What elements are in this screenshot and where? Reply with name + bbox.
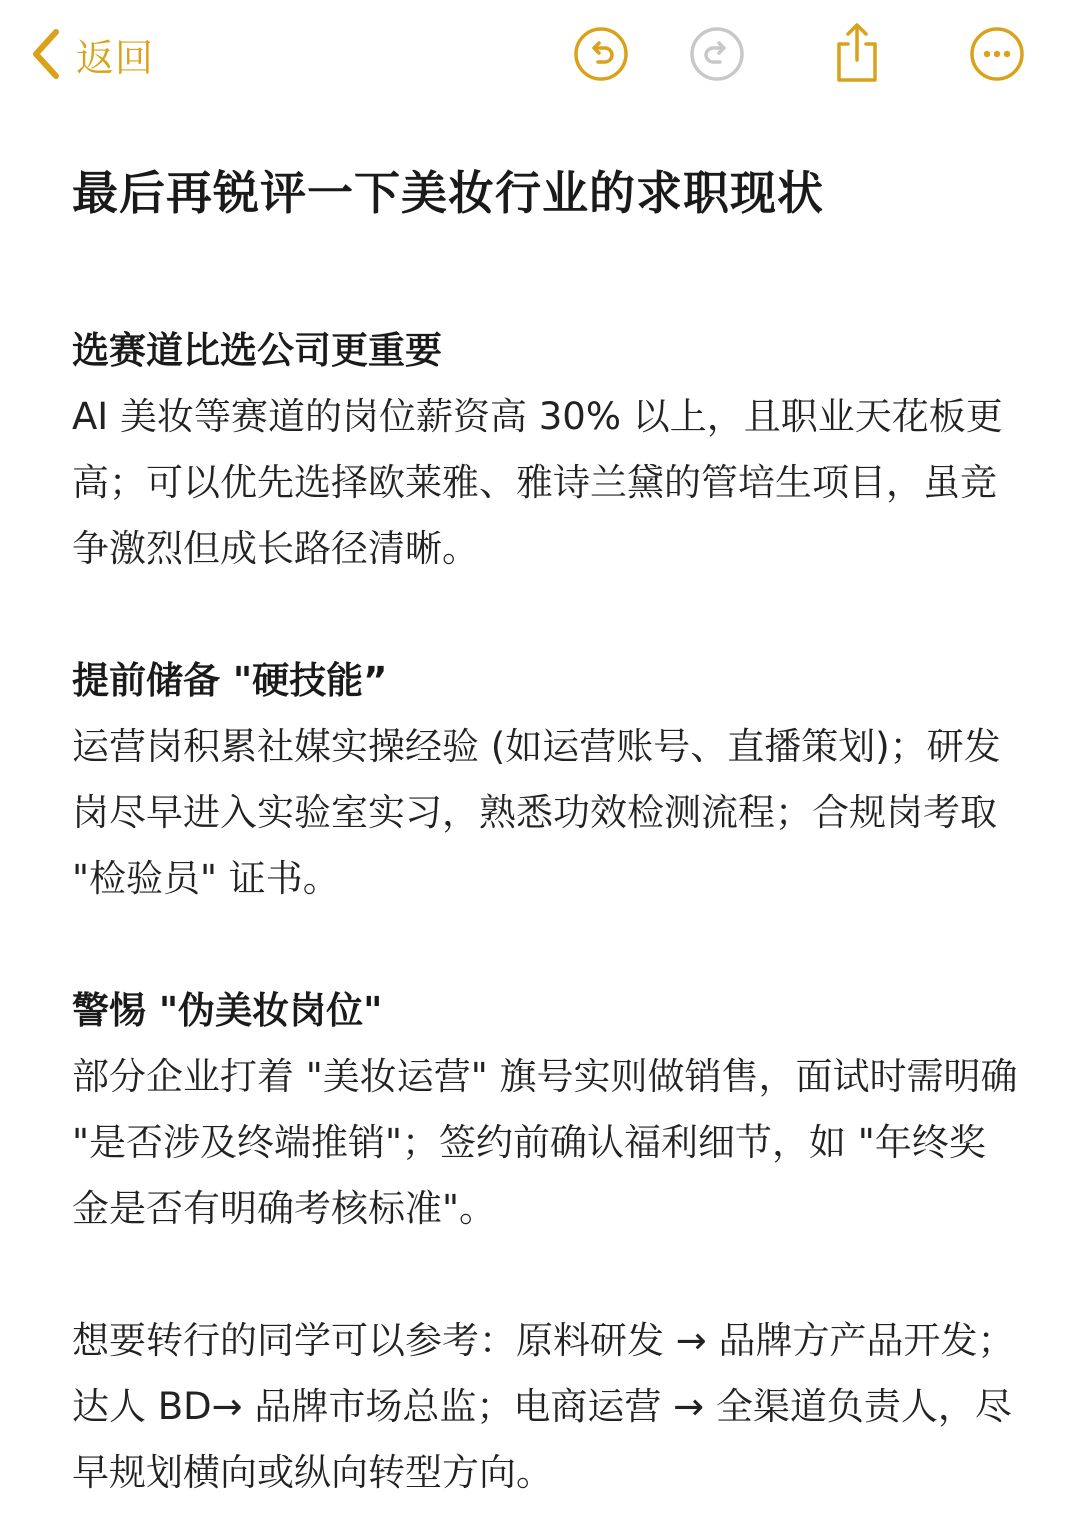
redo-icon [689,26,745,82]
section-body: 部分企业打着 "美妆运营" 旗号实则做销售，面试时需明确 "是否涉及终端推销"；签约前确认福利细节，如 "年终奖金是否有明确考核标准"。 [72,1055,1018,1230]
closing-paragraph: 想要转行的同学可以参考：原料研发 → 品牌方产品开发；达人 BD→ 品牌市场总监；电商运营 → 全渠道负责人，尽早规划横向或纵向转型方向。 [72,1319,1015,1494]
section-body: AI 美妆等赛道的岗位薪资高 30% 以上，且职业天花板更高；可以优先选择欧莱雅、雅诗兰黛的管培生项目，虽竞争激烈但成长路径清晰。 [72,395,1003,570]
note-section [72,648,1022,912]
chevron-left-icon [28,26,62,82]
undo-icon [573,26,629,82]
undo-button[interactable] [573,26,629,82]
share-button[interactable] [829,20,885,84]
share-icon [829,20,885,84]
section-heading: 警惕 "伪美妆岗位" [72,989,383,1032]
note-section [72,318,1022,582]
top-toolbar [0,0,1080,110]
redo-button[interactable] [689,26,745,82]
note-section [72,978,1022,1242]
section-heading: 选赛道比选公司更重要 [72,329,442,372]
section-heading: 提前储备 "硬技能” [72,659,388,702]
section-body: 运营岗积累社媒实操经验 (如运营账号、直播策划)；研发岗尽早进入实验室实习，熟悉功效检测流程；合规岗考取 "检验员" 证书。 [72,725,1001,900]
back-label: 返回 [76,35,155,80]
more-button[interactable] [969,26,1025,82]
back-button[interactable] [28,22,154,86]
note-title: 最后再锐评一下美妆行业的求职现状 [72,166,824,220]
more-icon [969,26,1025,82]
note-content[interactable] [72,150,1022,1506]
